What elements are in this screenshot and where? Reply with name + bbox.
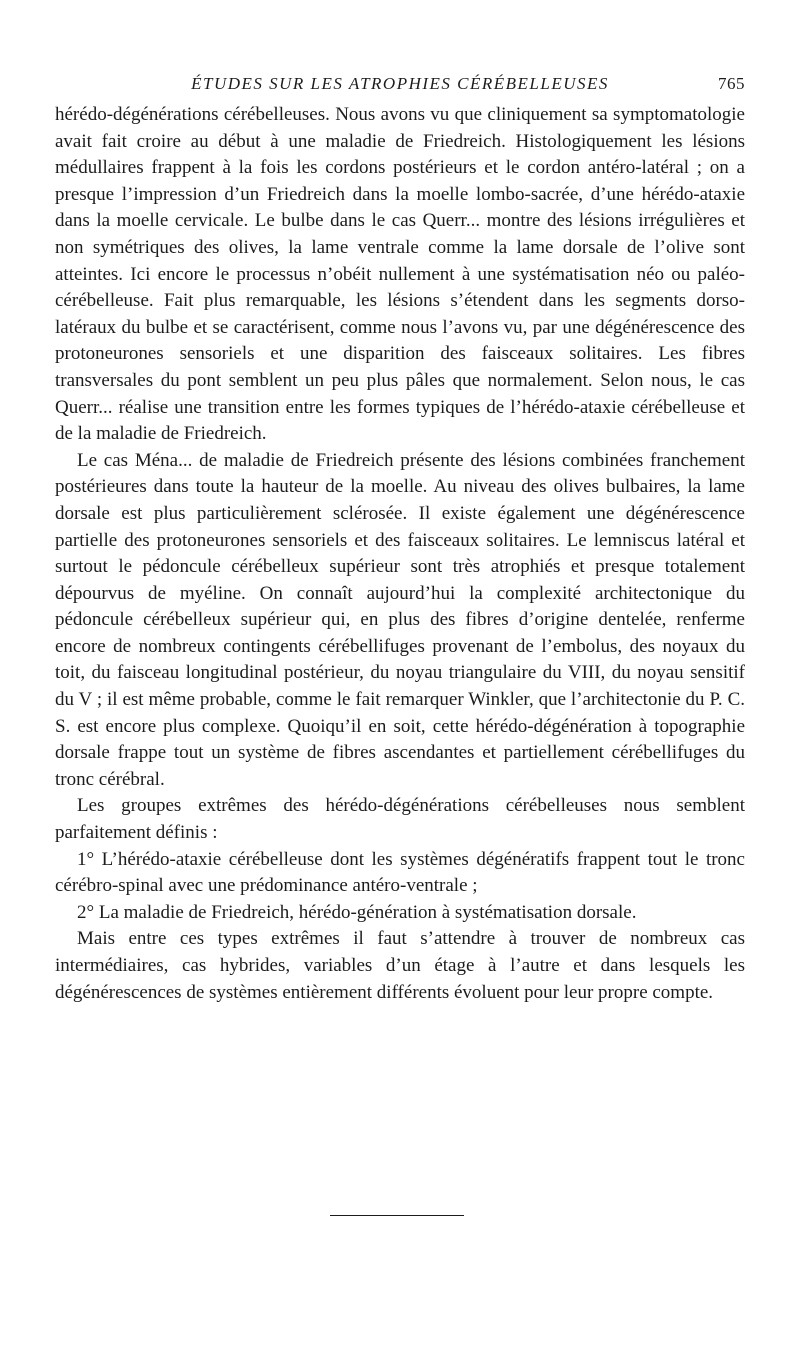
running-title: ÉTUDES SUR LES ATROPHIES CÉRÉBELLEUSES xyxy=(191,74,609,93)
page-number: 765 xyxy=(718,74,745,93)
page xyxy=(55,70,745,1006)
paragraph-5: 2° La maladie de Friedreich, hérédo-génération à systématisation dorsale. xyxy=(77,901,637,923)
paragraph-3: Les groupes extrêmes des hérédo-dégénérations cérébelleuses nous semblent parfaitement définis : xyxy=(55,795,745,844)
body-text xyxy=(55,102,745,1006)
paragraph-1: hérédo-dégénérations cérébelleuses. Nous avons vu que cliniquement sa symptomatologie avait fait croire au début à une maladie de Friedreich. Histologiquement les lésions médullaires frappent à la fois les cordons postérieurs et le cordon antéro-latéral ; on a presque l’impression d’un Friedreich dans la moelle lombo-sacrée, d’une hérédo-ataxie dans la moelle cervicale. Le bulbe dans le cas Querr... montre des lésions irrégulières et non symétriques des olives, la lame ventrale comme la lame dorsale de l’olive sont atteintes. Ici encore le processus n’obéit nullement à une systématisation néo ou paléo-cérébelleuse. Fait plus remarquable, les lésions s’étendent dans les segments dorso-latéraux du bulbe et se caractérisent, comme nous l’avons vu, par une dégénérescence des protoneurones sensoriels et une disparition des faisceaux solitaires. Les fibres transversales du pont semblent un peu plus pâles que normalement. Selon nous, le cas Querr... réalise une transition entre les formes typiques de l’hérédo-ataxie cérébelleuse et de la maladie de Friedreich. xyxy=(55,104,745,445)
closing-rule xyxy=(330,1215,464,1216)
paragraph-4: 1° L’hérédo-ataxie cérébelleuse dont les systèmes dégénératifs frappent tout le tronc cérébro-spinal avec une prédominance antéro-ventrale ; xyxy=(55,848,745,897)
paragraph-2: Le cas Ména... de maladie de Friedreich présente des lésions combinées franchement postérieures dans toute la hauteur de la moelle. Au niveau des olives bulbaires, la lame dorsale est plus particulièrement sclérosée. Il existe également une dégénérescence partielle des protoneurones sensoriels et des faisceaux solitaires. Le lemniscus latéral et surtout le pédoncule cérébelleux supérieur sont très atrophiés et presque totalement dépourvus de myéline. On connaît aujourd’hui la complexité architectonique du pédoncule cérébelleux supérieur qui, en plus des fibres d’origine dentelée, renferme encore de nombreux contingents cérébellifuges provenant de l’embolus, des noyaux du toit, du faisceau longitudinal postérieur, du noyau triangulaire du VIII, du noyau sensitif du V ; il est même probable, comme le fait remarquer Winkler, que l’architectonie du P. C. S. est encore plus complexe. Quoiqu’il en soit, cette hérédo-dégénération à topographie dorsale frappe tout un système de fibres ascendantes et partiellement cérébellifuges du tronc cérébral. xyxy=(55,449,745,790)
running-head xyxy=(55,70,745,102)
paragraph-6: Mais entre ces types extrêmes il faut s’attendre à trouver de nombreux cas intermédiaires, cas hybrides, variables d’un étage à l’autre et dans lesquels les dégénérescences de systèmes entièrement différents évoluent pour leur propre compte. xyxy=(55,928,745,1003)
